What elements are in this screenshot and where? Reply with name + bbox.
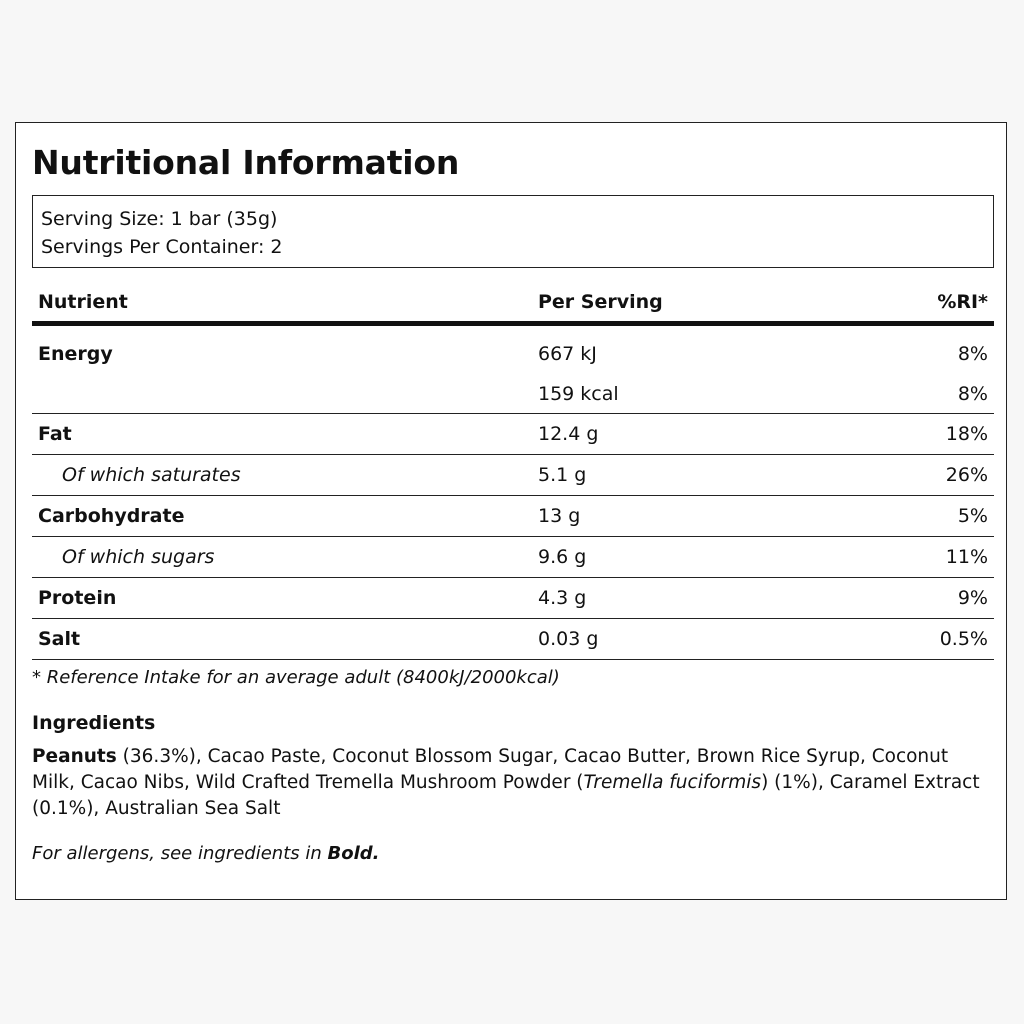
allergen-ingredient: Peanuts	[32, 746, 117, 767]
nutrient-name: Fat	[32, 414, 532, 455]
table-row	[32, 578, 994, 619]
nutrient-name	[32, 374, 532, 414]
table-row	[32, 619, 994, 660]
serving-info-box	[32, 195, 994, 268]
nutrient-name: Protein	[32, 578, 532, 619]
nutrient-name: Energy	[38, 342, 113, 365]
ri-value: 8%	[957, 342, 988, 365]
nutrient-name: Carbohydrate	[32, 496, 532, 537]
ri-value: 9%	[832, 578, 994, 619]
ri-footnote: * Reference Intake for an average adult (8400kJ/2000kcal)	[32, 667, 560, 688]
ri-value: 8%	[832, 374, 994, 414]
per-serving-value: 667 kJ	[538, 342, 597, 365]
nutrient-name: Salt	[32, 619, 532, 660]
allergen-note	[32, 843, 379, 864]
header-ri: %RI*	[832, 283, 994, 324]
header-per-serving: Per Serving	[532, 283, 832, 324]
servings-per-container: Servings Per Container: 2	[41, 236, 283, 258]
per-serving-value: 9.6 g	[532, 537, 832, 578]
nutrient-name: Of which sugars	[32, 537, 532, 578]
ri-value: 26%	[832, 455, 994, 496]
ri-value: 18%	[832, 414, 994, 455]
ri-value: 11%	[832, 537, 994, 578]
ingredients-list	[32, 744, 992, 822]
header-nutrient: Nutrient	[32, 283, 532, 324]
table-header-row	[32, 283, 994, 324]
table-row	[32, 414, 994, 455]
per-serving-value: 4.3 g	[532, 578, 832, 619]
ingredients-text-part2: ) (1%), Caramel Extract (0.1%), Australian Sea Salt	[32, 772, 980, 819]
ingredients-text-part1: (36.3%), Cacao Paste, Coconut Blossom Sugar, Cacao Butter, Brown Rice Syrup, Coconut Milk, Cacao Nibs, Wild Crafted Tremella Mushroom Powder (	[32, 746, 949, 793]
table-row	[32, 537, 994, 578]
ingredients-heading: Ingredients	[32, 712, 156, 734]
table-row	[32, 455, 994, 496]
per-serving-value: 0.03 g	[532, 619, 832, 660]
nutrition-panel	[15, 122, 1007, 900]
nutrient-name: Of which saturates	[32, 455, 532, 496]
table-row	[32, 374, 994, 414]
per-serving-value: 12.4 g	[532, 414, 832, 455]
per-serving-value: 159 kcal	[532, 374, 832, 414]
nutrition-table	[32, 283, 994, 660]
allergen-note-bold: Bold.	[327, 843, 380, 864]
per-serving-value: 13 g	[532, 496, 832, 537]
ri-value: 5%	[832, 496, 994, 537]
per-serving-value: 5.1 g	[532, 455, 832, 496]
serving-size: Serving Size: 1 bar (35g)	[41, 208, 278, 230]
page-title: Nutritional Information	[32, 143, 460, 182]
table-row	[32, 324, 994, 375]
species-name: Tremella fuciformis	[583, 772, 762, 793]
table-row	[32, 496, 994, 537]
allergen-note-text: For allergens, see ingredients in	[32, 843, 328, 864]
ri-value: 0.5%	[832, 619, 994, 660]
